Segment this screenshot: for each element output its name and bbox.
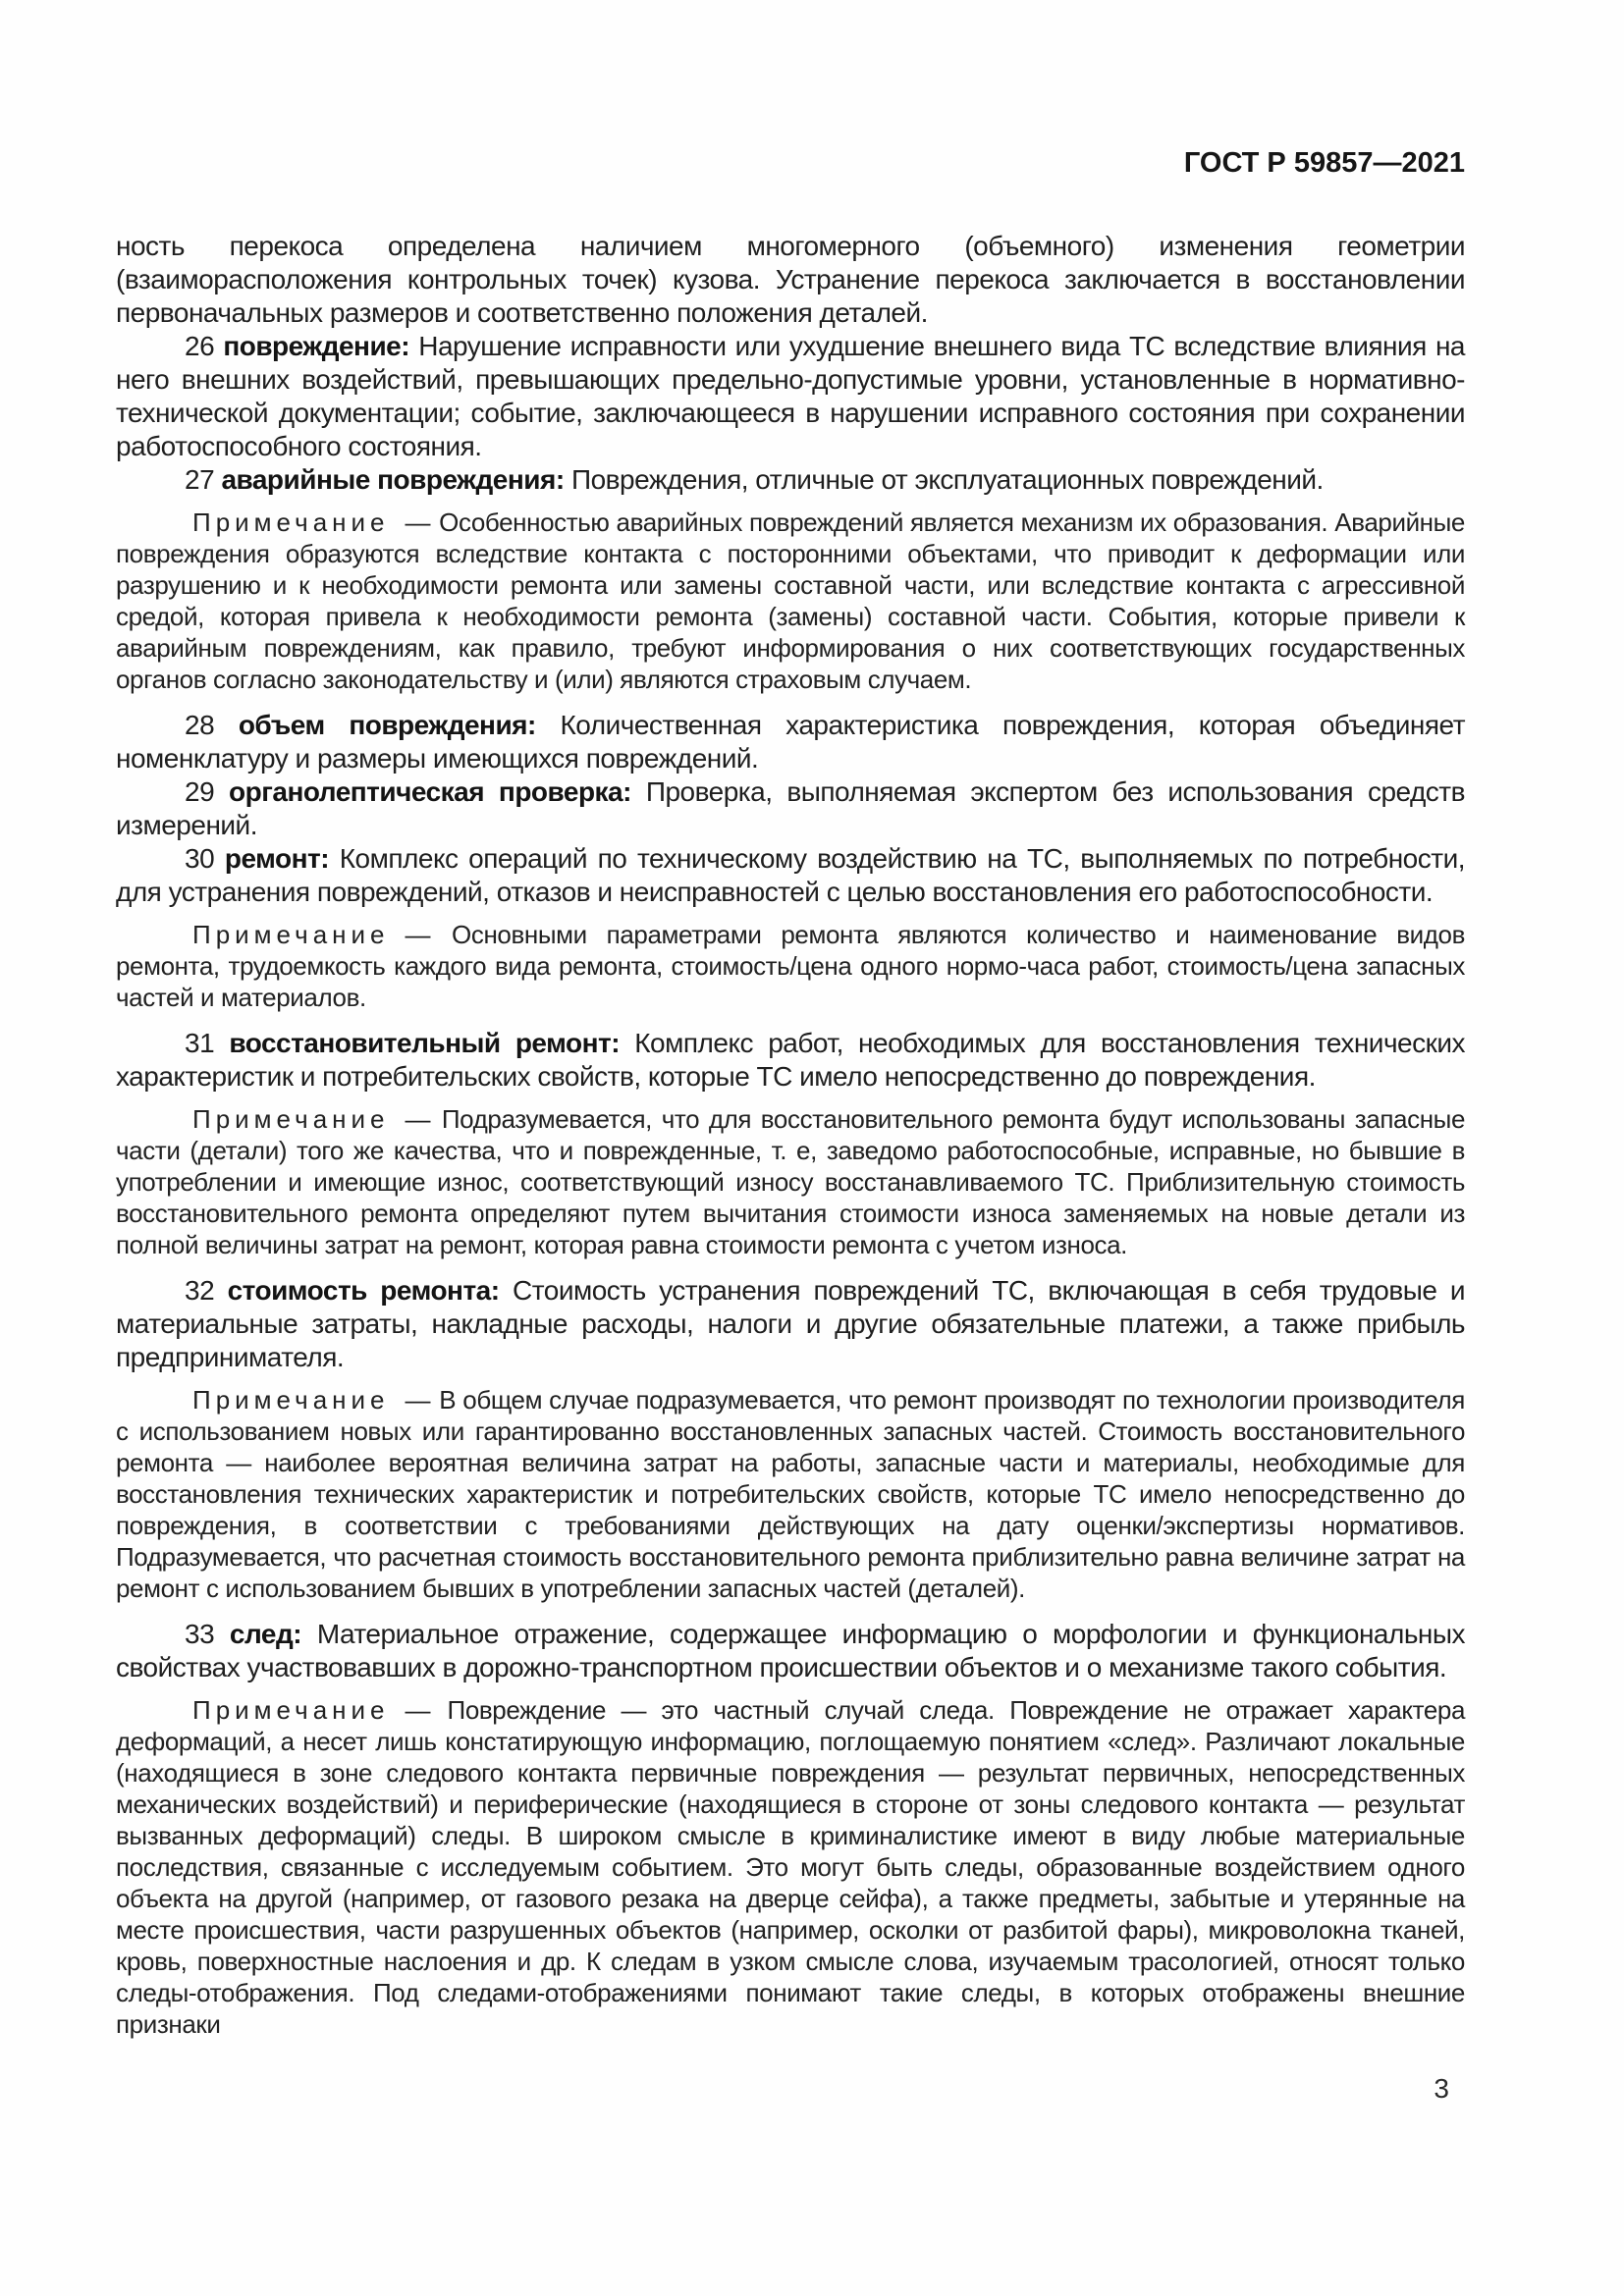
- term-number: 31: [185, 1028, 215, 1058]
- document-code-header: ГОСТ Р 59857—2021: [1183, 147, 1465, 179]
- continuation-paragraph: ность перекоса определена наличием многомерного (объемного) изменения геометрии (взаиморасположения контрольных точек) кузова. Устранение перекоса заключается в восстановлении первоначальных размеров и соответственно положения деталей.: [116, 231, 1465, 328]
- note-paragraph-30: [116, 919, 1465, 1013]
- term-definition: Комплекс операций по техническому воздействию на ТС, выполняемых по потребности, для устранения повреждений, отказов и неисправностей с целью восстановления его работоспособности.: [116, 843, 1465, 907]
- term-number: 26: [185, 331, 215, 361]
- note-paragraph-27: [116, 507, 1465, 695]
- note-paragraph-32: [116, 1384, 1465, 1604]
- term-number: 27: [185, 464, 215, 495]
- note-paragraph-33: [116, 1694, 1465, 2040]
- term-name: восстановительный ремонт:: [229, 1028, 621, 1058]
- term-definition: Проверка, выполняемая экспертом без использования средств измерений.: [116, 776, 1466, 840]
- term-number: 28: [185, 710, 215, 740]
- term-paragraph-32: [116, 1274, 1465, 1374]
- term-number: 30: [185, 843, 215, 874]
- term-name: повреждение:: [223, 331, 410, 361]
- term-number: 33: [185, 1619, 215, 1649]
- page-number: 3: [1434, 2073, 1449, 2104]
- term-name: след:: [229, 1619, 302, 1649]
- note-paragraph-31: [116, 1103, 1465, 1260]
- term-definition: Материальное отражение, содержащее информацию о морфологии и функциональных свойствах участвовавших в дорожно-транспортном происшествии объектов и о механизме такого события.: [116, 1619, 1465, 1682]
- term-definition: Количественная характеристика повреждения, которая объединяет номенклатуру и размеры имеющихся повреждений.: [116, 710, 1466, 774]
- note-label: Примечание: [192, 1695, 390, 1725]
- note-label: Примечание: [192, 507, 390, 537]
- term-paragraph-29: [116, 775, 1465, 842]
- note-label: Примечание: [192, 1385, 390, 1415]
- page-content: [116, 0, 1465, 2040]
- note-text: Повреждение — это частный случай следа. Повреждение не отражает характера деформаций, а несет лишь констатирующую информацию, поглощаемую понятием «след». Различают локальные (находящиеся в зоне следового контакта первичные повреждения — результат первичных, непосредственных механических воздействий) и периферические (находящиеся в стороне от зоны следового контакта — результат вызванных деформаций) следы. В широком смысле в криминалистике имеют в виду любые материальные последствия, связанные с исследуемым событием. Это могут быть следы, образованные воздействием одного объекта на другой (например, от газового резака на дверце сейфа), а также предметы, забытые и утерянные на месте происшествия, части разрушенных объектов (например, осколки от разбитой фары), микроволокна тканей, кровь, поверхностные наслоения и др. К следам в узком смысле слова, изучаемым трасологией, относят только следы-отображения. Под следами-отображениями понимают такие следы, в которых отображены внешние признаки: [116, 1695, 1466, 2039]
- term-name: органолептическая проверка:: [229, 776, 631, 807]
- note-text: Особенностью аварийных повреждений является механизм их образования. Аварийные повреждения образуются вследствие контакта с посторонними объектами, что приводит к деформации или разрушению и к необходимости ремонта или замены составной части, или вследствие контакта с агрессивной средой, которая привела к необходимости ремонта (замены) составной части. События, которые привели к аварийным повреждениям, как правило, требуют информирования о них соответствующих государственных органов согласно законодательству и (или) являются страховым случаем.: [116, 507, 1465, 694]
- term-number: 32: [185, 1275, 215, 1306]
- term-name: аварийные повреждения:: [221, 464, 565, 495]
- note-dash: —: [405, 1695, 431, 1725]
- note-text: Основными параметрами ремонта являются количество и наименование видов ремонта, трудоемкость каждого вида ремонта, стоимость/цена одного нормо-часа работ, стоимость/цена запасных частей и материалов.: [116, 920, 1465, 1012]
- note-label: Примечание: [192, 1104, 390, 1134]
- note-label: Примечание: [192, 920, 390, 949]
- term-paragraph-33: [116, 1618, 1465, 1684]
- note-dash: —: [405, 920, 431, 949]
- term-name: ремонт:: [224, 843, 330, 874]
- term-paragraph-26: [116, 330, 1465, 463]
- term-definition: Нарушение исправности или ухудшение внешнего вида ТС вследствие влияния на него внешних воздействий, превышающих предельно-допустимые уровни, установленные в нормативно-технической документации; событие, заключающееся в нарушении исправного состояния при сохранении работоспособного состояния.: [116, 331, 1466, 461]
- term-paragraph-28: [116, 709, 1465, 775]
- note-dash: —: [405, 1104, 431, 1134]
- term-definition: Стоимость устранения повреждений ТС, включающая в себя трудовые и материальные затраты, накладные расходы, налоги и другие обязательные платежи, а также прибыль предпринимателя.: [116, 1275, 1465, 1372]
- term-name: стоимость ремонта:: [227, 1275, 500, 1306]
- term-paragraph-31: [116, 1027, 1465, 1094]
- term-paragraph-27: [116, 463, 1465, 497]
- term-definition: Повреждения, отличные от эксплуатационных повреждений.: [570, 464, 1324, 495]
- note-text: В общем случае подразумевается, что ремонт производят по технологии производителя с использованием новых или гарантированно восстановленных запасных частей. Стоимость восстановительного ремонта — наиболее вероятная величина затрат на работы, запасные части и материалы, необходимые для восстановления технических характеристик и потребительских свойств, которые ТС имело непосредственно до повреждения, в соответствии с требованиями действующих на дату оценки/экспертизы нормативов. Подразумевается, что расчетная стоимость восстановительного ремонта приблизительно равна величине затрат на ремонт с использованием бывших в употреблении запасных частей (деталей).: [116, 1385, 1465, 1603]
- term-paragraph-30: [116, 842, 1465, 909]
- note-dash: —: [405, 507, 431, 537]
- term-number: 29: [185, 776, 215, 807]
- term-name: объем повреждения:: [238, 710, 536, 740]
- note-text: Подразумевается, что для восстановительного ремонта будут использованы запасные части (детали) того же качества, что и поврежденные, т. е, заведомо работоспособные, исправные, но бывшие в употреблении и имеющие износ, соответствующий износу восстанавливаемого ТС. Приблизительную стоимость восстановительного ремонта определяют путем вычитания стоимости износа заменяемых на новые детали из полной величины затрат на ремонт, которая равна стоимости ремонта с учетом износа.: [116, 1104, 1466, 1259]
- note-dash: —: [405, 1385, 431, 1415]
- term-definition: Комплекс работ, необходимых для восстановления технических характеристик и потребительских свойств, которые ТС имело непосредственно до повреждения.: [116, 1028, 1465, 1092]
